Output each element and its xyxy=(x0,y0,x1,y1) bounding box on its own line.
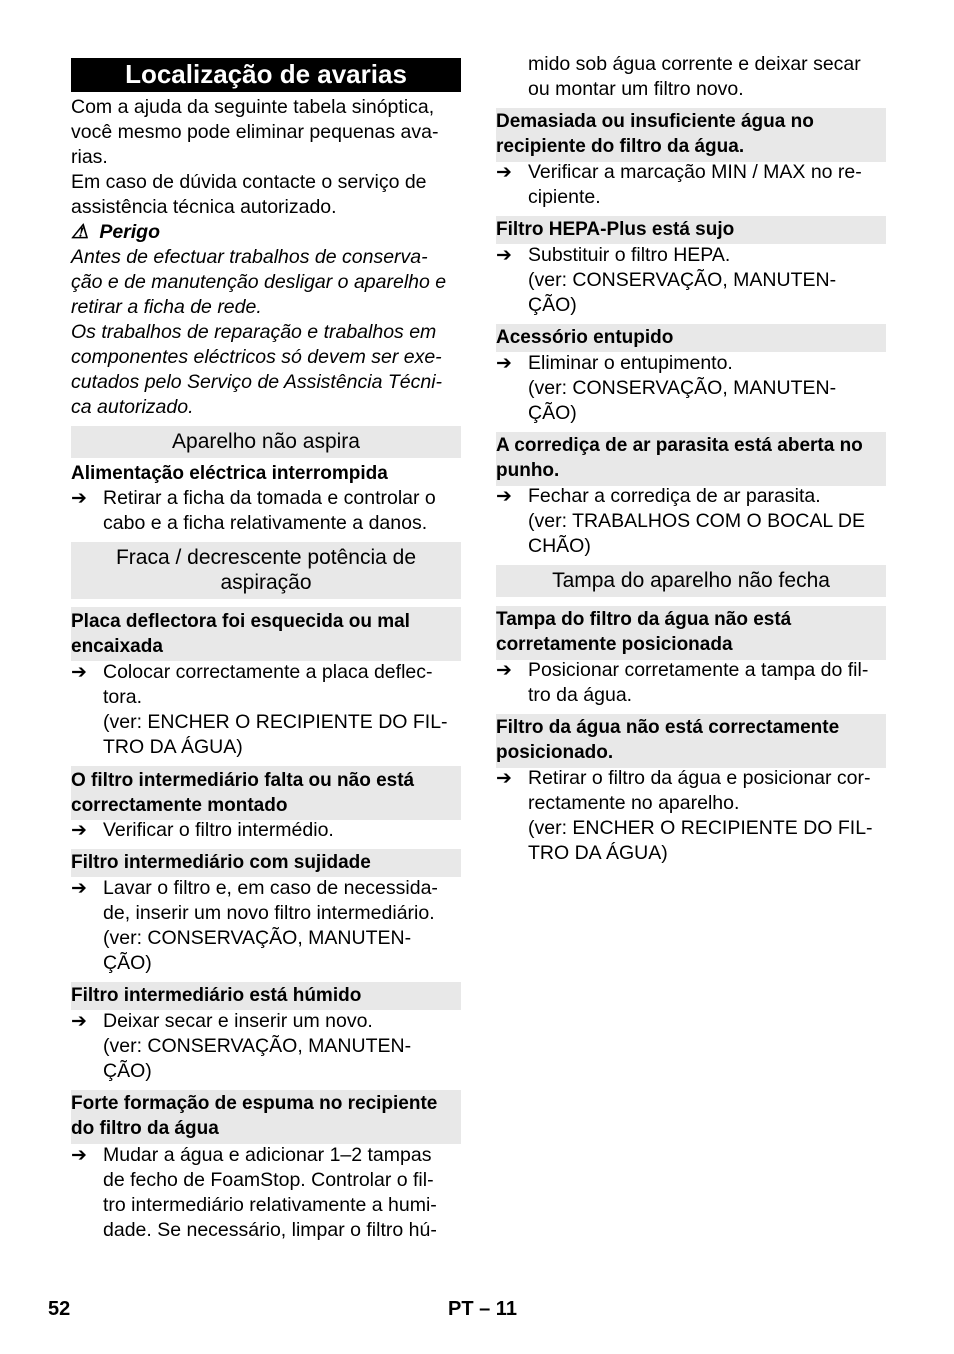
remedy-line: Eliminar o entupimento. xyxy=(528,352,733,374)
remedy-line: ÇÃO) xyxy=(103,1060,152,1082)
remedy-line: mido sob água corrente e deixar secar xyxy=(528,53,861,75)
arrow-right-icon: ➔ xyxy=(496,353,512,374)
subsection-heading: A corrediça de ar parasita está aberta no xyxy=(496,435,863,456)
remedy-line: de fecho de FoamStop. Controlar o fil- xyxy=(103,1169,434,1191)
subsection-heading: encaixada xyxy=(71,636,163,657)
remedy-line: ÇÃO) xyxy=(103,952,152,974)
warning-line: retirar a ficha de rede. xyxy=(71,296,262,318)
remedy-line: Verificar o filtro intermédio. xyxy=(103,819,334,841)
intro-line: Em caso de dúvida contacte o serviço de xyxy=(71,171,427,193)
warning-label: Perigo xyxy=(99,221,161,243)
arrow-right-icon: ➔ xyxy=(71,878,87,899)
page-title: Localização de avarias xyxy=(125,59,407,89)
arrow-right-icon: ➔ xyxy=(71,1145,87,1166)
remedy-line: (ver: ENCHER O RECIPIENTE DO FIL- xyxy=(528,817,873,839)
warning-line: ção e de manutenção desligar o aparelho e xyxy=(71,271,447,293)
warning-line: Os trabalhos de reparação e trabalhos em xyxy=(71,321,437,343)
subsection-heading: Acessório entupido xyxy=(496,327,674,348)
subsection-heading: Filtro intermediário está húmido xyxy=(71,985,362,1006)
remedy-line: tro intermediário relativamente a humi- xyxy=(103,1194,437,1216)
remedy-line: TRO DA ÁGUA) xyxy=(528,842,668,864)
warning-heading xyxy=(71,220,160,245)
remedy-line: Retirar o filtro da água e posicionar cor- xyxy=(528,767,871,789)
subsection-heading: correctamente montado xyxy=(71,795,288,816)
arrow-right-icon: ➔ xyxy=(496,245,512,266)
arrow-right-icon: ➔ xyxy=(496,660,512,681)
section-heading: Tampa do aparelho não fecha xyxy=(552,569,830,592)
remedy-line: rectamente no aparelho. xyxy=(528,792,740,814)
subsection-heading: Filtro HEPA-Plus está sujo xyxy=(496,219,735,240)
remedy-line: (ver: CONSERVAÇÃO, MANUTEN- xyxy=(103,927,412,949)
remedy-line: TRO DA ÁGUA) xyxy=(103,736,243,758)
remedy-line: Lavar o filtro e, em caso de necessida- xyxy=(103,877,438,899)
remedy-line: cipiente. xyxy=(528,186,601,208)
remedy-line: Posicionar corretamente a tampa do fil- xyxy=(528,659,869,681)
intro-line: assistência técnica autorizado. xyxy=(71,196,337,218)
remedy-line: Retirar a ficha da tomada e controlar o xyxy=(103,487,436,509)
remedy-line: tora. xyxy=(103,686,143,708)
section-heading: Fraca / decrescente potência de xyxy=(115,546,416,569)
subsection-heading: Filtro intermediário com sujidade xyxy=(71,852,371,873)
subsection-heading: Tampa do filtro da água não está xyxy=(496,609,792,630)
remedy-line: cabo e a ficha relativamente a danos. xyxy=(103,512,428,534)
warning-line: cutados pelo Serviço de Assistência Técni- xyxy=(71,371,443,393)
arrow-right-icon: ➔ xyxy=(496,768,512,789)
remedy-line: CHÃO) xyxy=(528,535,591,557)
remedy-line: Substituir o filtro HEPA. xyxy=(528,244,731,266)
remedy-line: ou montar um filtro novo. xyxy=(528,78,744,100)
remedy-line: (ver: CONSERVAÇÃO, MANUTEN- xyxy=(528,269,837,291)
intro-line: você mesmo pode eliminar pequenas ava- xyxy=(71,121,439,143)
remedy-line: Mudar a água e adicionar 1–2 tampas xyxy=(103,1144,432,1166)
remedy-line: de, inserir um novo filtro intermediário. xyxy=(103,902,435,924)
subsection-heading: Forte formação de espuma no recipiente xyxy=(71,1093,438,1114)
remedy-line: Colocar correctamente a placa deflec- xyxy=(103,661,433,683)
remedy-line: ÇÃO) xyxy=(528,402,577,424)
warning-line: componentes eléctricos só devem ser exe- xyxy=(71,346,442,368)
remedy-line: tro da água. xyxy=(528,684,633,706)
subsection-heading: recipiente do filtro da água. xyxy=(496,136,745,157)
warning-line: Antes de efectuar trabalhos de conserva- xyxy=(71,246,428,268)
remedy-line: (ver: CONSERVAÇÃO, MANUTEN- xyxy=(528,377,837,399)
subsection-heading: do filtro da água xyxy=(71,1118,219,1139)
subsection-heading: punho. xyxy=(496,460,560,481)
subsection-heading: posicionado. xyxy=(496,742,614,763)
section-heading: Aparelho não aspira xyxy=(172,430,360,453)
arrow-right-icon: ➔ xyxy=(496,162,512,183)
subsection-heading: O filtro intermediário falta ou não está xyxy=(71,770,415,791)
arrow-right-icon: ➔ xyxy=(71,820,87,841)
remedy-line: Verificar a marcação MIN / MAX no re- xyxy=(528,161,862,183)
subsection-heading: corretamente posicionada xyxy=(496,634,733,655)
remedy-line: Fechar a corrediça de ar parasita. xyxy=(528,485,821,507)
warning-line: ca autorizado. xyxy=(71,396,194,418)
section-label: PT – 11 xyxy=(448,1298,517,1320)
remedy-line: (ver: CONSERVAÇÃO, MANUTEN- xyxy=(103,1035,412,1057)
section-heading: aspiração xyxy=(220,571,312,594)
remedy-line: ÇÃO) xyxy=(528,294,577,316)
arrow-right-icon: ➔ xyxy=(496,486,512,507)
remedy-line: Deixar secar e inserir um novo. xyxy=(103,1010,373,1032)
warning-icon: ⚠ xyxy=(71,221,89,243)
subsection-heading: Demasiada ou insuficiente água no xyxy=(496,111,814,132)
page-number: 52 xyxy=(48,1298,71,1320)
arrow-right-icon: ➔ xyxy=(71,1011,87,1032)
arrow-right-icon: ➔ xyxy=(71,488,87,509)
arrow-right-icon: ➔ xyxy=(71,662,87,683)
intro-line: rias. xyxy=(71,146,108,168)
subsection-heading: Placa deflectora foi esquecida ou mal xyxy=(71,611,410,632)
subsection-heading: Filtro da água não está correctamente xyxy=(496,717,840,738)
subsection-heading: Alimentação eléctrica interrompida xyxy=(71,463,388,484)
remedy-line: (ver: ENCHER O RECIPIENTE DO FIL- xyxy=(103,711,448,733)
intro-line: Com a ajuda da seguinte tabela sinóptica, xyxy=(71,96,435,118)
remedy-line: (ver: TRABALHOS COM O BOCAL DE xyxy=(528,510,865,532)
remedy-line: dade. Se necessário, limpar o filtro hú- xyxy=(103,1219,437,1241)
